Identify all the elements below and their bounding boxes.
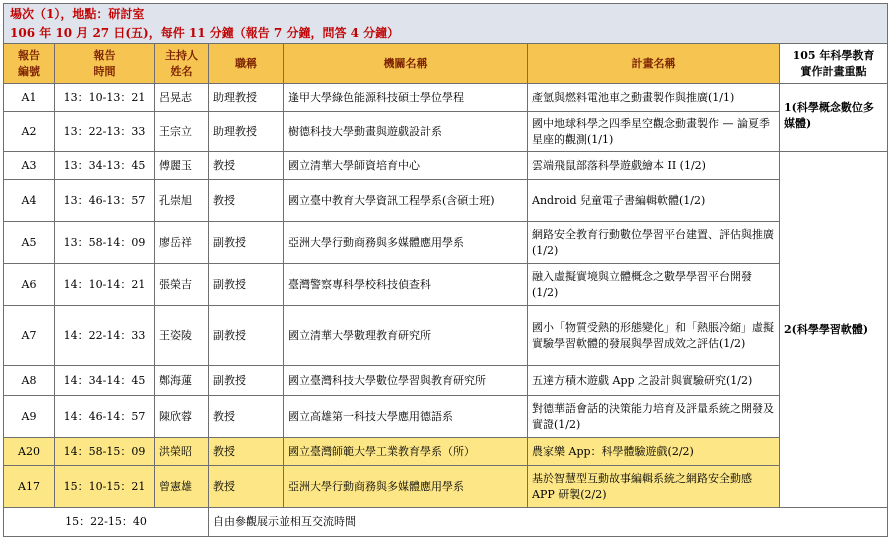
row-project: 農家樂 App：科學體驗遊戲(2/2) — [528, 438, 780, 466]
row-time: 13：46-13：57 — [55, 180, 155, 222]
col-header-code: 報告 編號 — [4, 44, 55, 84]
row-title: 助理教授 — [209, 84, 284, 112]
row-time: 14：58-15：09 — [55, 438, 155, 466]
row-time: 14：10-14：21 — [55, 264, 155, 306]
table-row — [4, 180, 888, 222]
col-header-title: 職稱 — [209, 44, 284, 84]
table-row — [4, 264, 888, 306]
footer-row — [4, 508, 888, 537]
col-header-org: 機關名稱 — [284, 44, 528, 84]
col-header-host: 主持人 姓名 — [155, 44, 209, 84]
row-code: A2 — [4, 112, 55, 152]
row-time: 13：58-14：09 — [55, 222, 155, 264]
row-org: 樹德科技大學動畫與遊戲設計系 — [284, 112, 528, 152]
table-row — [4, 396, 888, 438]
row-host: 洪榮昭 — [155, 438, 209, 466]
footer-text: 自由參觀展示並相互交流時間 — [209, 508, 888, 537]
row-title: 助理教授 — [209, 112, 284, 152]
row-project: 對德華語會話的決策能力培育及評量系統之開發及實證(1/2) — [528, 396, 780, 438]
row-title: 副教授 — [209, 222, 284, 264]
row-code: A5 — [4, 222, 55, 264]
row-host: 鄭海蓮 — [155, 366, 209, 396]
schedule-table — [3, 3, 888, 537]
row-org: 逢甲大學綠色能源科技碩士學位學程 — [284, 84, 528, 112]
row-host: 傅麗玉 — [155, 152, 209, 180]
row-org: 國立清華大學數理教育研究所 — [284, 306, 528, 366]
row-org: 國立高雄第一科技大學應用德語系 — [284, 396, 528, 438]
row-org: 臺灣警察專科學校科技偵查科 — [284, 264, 528, 306]
row-host: 呂晃志 — [155, 84, 209, 112]
row-title: 教授 — [209, 180, 284, 222]
row-org: 國立清華大學師資培育中心 — [284, 152, 528, 180]
col-header-time: 報告 時間 — [55, 44, 155, 84]
row-org: 亞洲大學行動商務與多媒體應用學系 — [284, 466, 528, 508]
row-time: 14：46-14：57 — [55, 396, 155, 438]
row-time: 13：10-13：21 — [55, 84, 155, 112]
row-host: 張榮吉 — [155, 264, 209, 306]
row-project: 國中地球科學之四季星空觀念動畫製作 — 論夏季星座的觀測(1/1) — [528, 112, 780, 152]
row-code: A17 — [4, 466, 55, 508]
row-project: 融入虛擬實境與立體概念之數學學習平台開發(1/2) — [528, 264, 780, 306]
row-code: A4 — [4, 180, 55, 222]
row-title: 教授 — [209, 396, 284, 438]
row-title: 教授 — [209, 152, 284, 180]
row-host: 曾憲雄 — [155, 466, 209, 508]
session-date: 106 年 10 月 27 日(五)，每件 11 分鐘（報告 7 分鐘，問答 4 分鐘） — [4, 24, 888, 44]
row-project: Android 兒童電子書編輯軟體(1/2) — [528, 180, 780, 222]
row-host: 陳欣蓉 — [155, 396, 209, 438]
session-location: 場次（1），地點：研討室 — [4, 4, 888, 24]
row-time: 15：10-15：21 — [55, 466, 155, 508]
table-row — [4, 366, 888, 396]
row-host: 孔崇旭 — [155, 180, 209, 222]
footer-time: 15：22-15：40 — [4, 508, 209, 537]
table-row — [4, 84, 888, 112]
row-project: 產氫與燃料電池車之動畫製作與推廣(1/1) — [528, 84, 780, 112]
row-code: A7 — [4, 306, 55, 366]
table-row — [4, 222, 888, 264]
row-code: A20 — [4, 438, 55, 466]
schedule — [3, 3, 887, 537]
col-header-focus: 105 年科學教育 實作計畫重點 — [780, 44, 888, 84]
row-time: 13：34-13：45 — [55, 152, 155, 180]
row-project: 五達方積木遊戲 App 之設計與實驗研究(1/2) — [528, 366, 780, 396]
row-time: 13：22-13：33 — [55, 112, 155, 152]
row-time: 14：22-14：33 — [55, 306, 155, 366]
table-row — [4, 438, 888, 466]
row-org: 國立臺中教育大學資訊工程學系(含碩士班) — [284, 180, 528, 222]
row-title: 教授 — [209, 438, 284, 466]
row-host: 廖岳祥 — [155, 222, 209, 264]
row-project: 雲端飛鼠部落科學遊戲繪本 II (1/2) — [528, 152, 780, 180]
table-row — [4, 152, 888, 180]
row-title: 副教授 — [209, 306, 284, 366]
row-org: 亞洲大學行動商務與多媒體應用學系 — [284, 222, 528, 264]
row-project: 國小「物質受熱的形態變化」和「熱脹冷縮」虛擬實驗學習軟體的發展與學習成效之評估(1/2) — [528, 306, 780, 366]
focus-group-1: 1(科學概念數位多媒體) — [780, 84, 888, 152]
col-header-project: 計畫名稱 — [528, 44, 780, 84]
row-host: 王宗立 — [155, 112, 209, 152]
row-time: 14：34-14：45 — [55, 366, 155, 396]
table-row — [4, 466, 888, 508]
row-code: A6 — [4, 264, 55, 306]
row-org: 國立臺灣師範大學工業教育學系（所） — [284, 438, 528, 466]
table-row — [4, 306, 888, 366]
row-code: A8 — [4, 366, 55, 396]
table-row — [4, 112, 888, 152]
row-host: 王姿陵 — [155, 306, 209, 366]
row-code: A1 — [4, 84, 55, 112]
row-title: 副教授 — [209, 366, 284, 396]
row-title: 教授 — [209, 466, 284, 508]
row-project: 基於智慧型互動故事編輯系統之網路安全動感 APP 研製(2/2) — [528, 466, 780, 508]
row-title: 副教授 — [209, 264, 284, 306]
focus-group-2: 2(科學學習軟體) — [780, 152, 888, 508]
row-code: A3 — [4, 152, 55, 180]
row-code: A9 — [4, 396, 55, 438]
row-org: 國立臺灣科技大學數位學習與教育研究所 — [284, 366, 528, 396]
row-project: 網路安全教育行動數位學習平台建置、評估與推廣(1/2) — [528, 222, 780, 264]
